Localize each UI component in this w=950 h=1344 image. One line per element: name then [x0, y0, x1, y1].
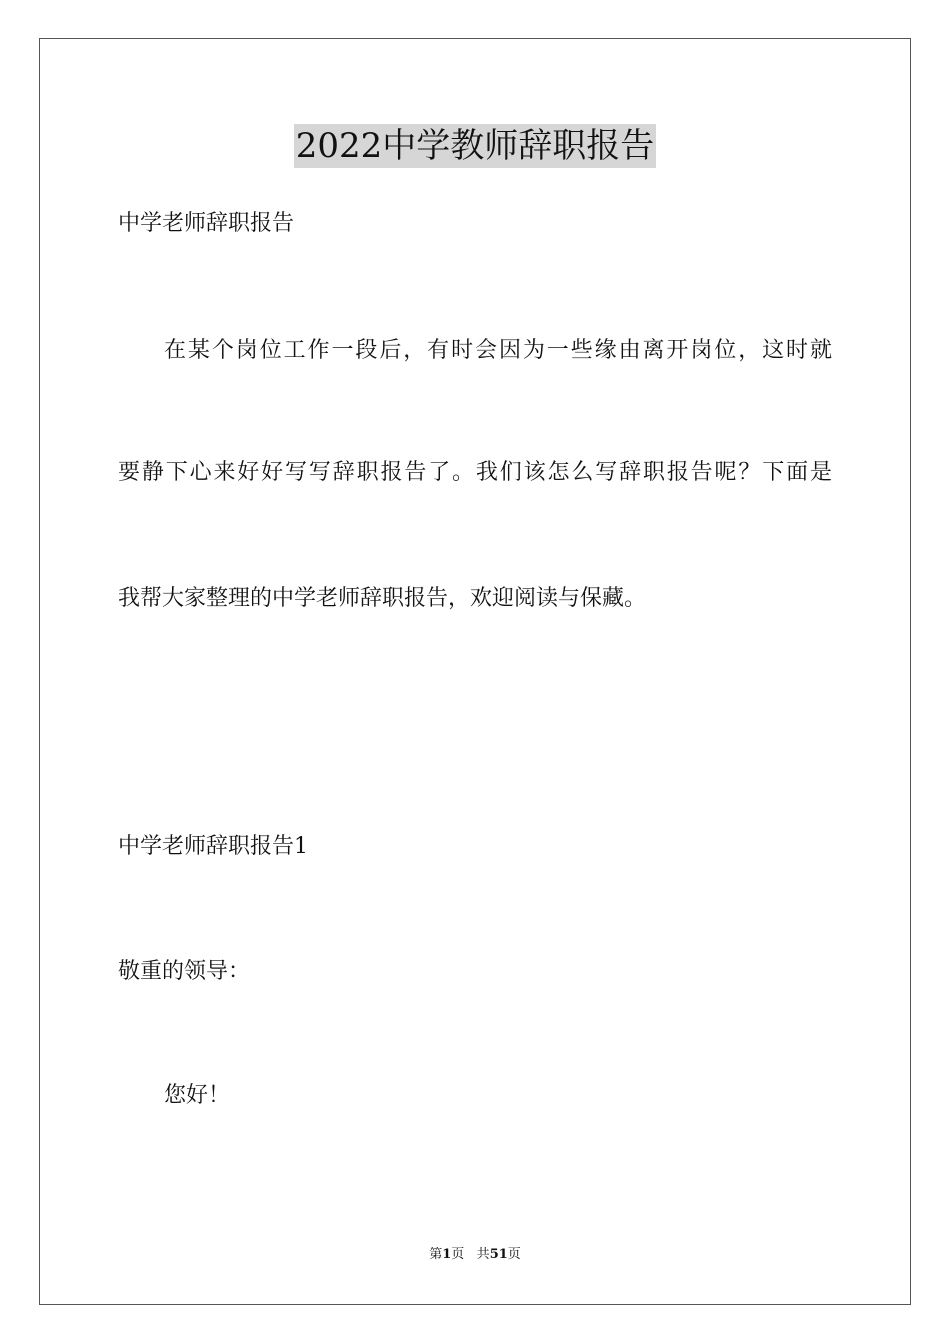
footer-page-prefix: 第 [429, 1247, 443, 1262]
document-title: 2022中学教师辞职报告 [295, 126, 655, 166]
footer-total-pages: 51 [489, 1247, 508, 1262]
footer-page-number: 1 [442, 1247, 452, 1262]
intro-paragraph-line-1: 在某个岗位工作一段后，有时会因为一些缘由离开岗位，这时就 [164, 338, 832, 363]
footer-page-suffix: 页 [451, 1247, 465, 1262]
section-heading: 中学老师辞职报告1 [118, 834, 308, 859]
title-container [0, 124, 950, 168]
document-subtitle: 中学老师辞职报告 [118, 211, 295, 236]
intro-paragraph-line-3: 我帮大家整理的中学老师辞职报告，欢迎阅读与保藏。 [118, 586, 647, 611]
footer-total-suffix: 页 [507, 1247, 521, 1262]
intro-paragraph-line-2: 要静下心来好好写写辞职报告了。我们该怎么写辞职报告呢？下面是 [118, 460, 832, 485]
footer-total-prefix: 共 [476, 1247, 490, 1262]
salutation: 敬重的领导： [118, 959, 251, 984]
page-footer [0, 1246, 950, 1264]
greeting: 您好！ [164, 1083, 231, 1108]
